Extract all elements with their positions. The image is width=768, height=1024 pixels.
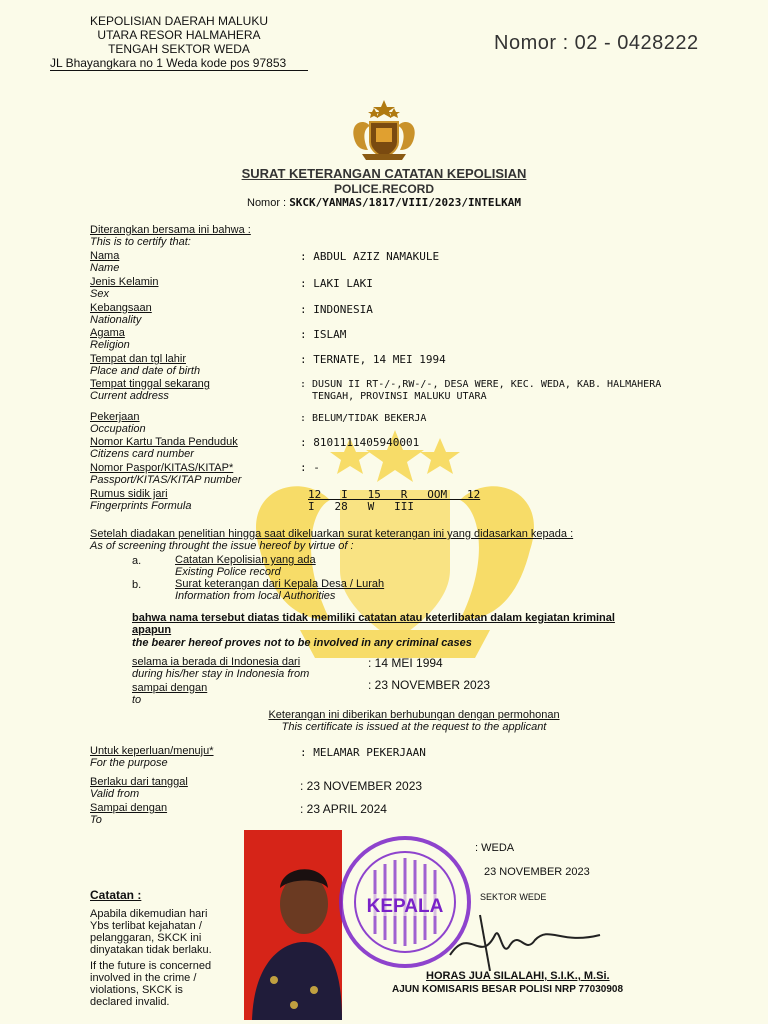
notes-title: Catatan : xyxy=(90,888,142,902)
field-nationality-label xyxy=(90,302,152,326)
field-label-id: Nomor Paspor/KITAS/KITAP* xyxy=(90,462,234,474)
notes-id-1: Apabila dikemudian hari xyxy=(90,908,208,920)
valid-from-value: : 23 NOVEMBER 2023 xyxy=(300,779,423,793)
statement-id-1: bahwa nama tersebut diatas tidak memiliki catatan atau keterlibatan dalam kegiatan kriminal xyxy=(132,612,615,624)
stay-to-en: to xyxy=(132,694,142,706)
field-label-id: Tempat tinggal sekarang xyxy=(90,378,210,390)
field-label-id: Nomor Kartu Tanda Penduduk xyxy=(90,436,238,448)
field-label-id: Tempat dan tgl lahir xyxy=(90,353,186,365)
field-address-value: : DUSUN II RT-/-,RW-/-, DESA WERE, KEC. WEDA, KAB. HALMAHERA xyxy=(300,379,662,390)
signature-icon xyxy=(440,905,610,975)
statement-en: the bearer hereof proves not to be involved in any criminal cases xyxy=(132,637,472,649)
intro-en: This is to certify that: xyxy=(90,236,191,248)
field-label-id: Jenis Kelamin xyxy=(90,276,159,288)
stamp-text: KEPALA xyxy=(366,896,444,917)
notes-body xyxy=(90,908,228,1008)
field-label-id: Pekerjaan xyxy=(90,411,140,423)
field-label-en: Occupation xyxy=(90,423,146,435)
issuer-address: JL Bhayangkara no 1 Weda kode pos 97853 xyxy=(50,56,308,71)
screening-b-id: Surat keterangan dari Kepala Desa / Lurah xyxy=(175,578,385,590)
field-nationality-value: : INDONESIA xyxy=(300,303,373,316)
field-name-label xyxy=(90,250,119,274)
screening-b xyxy=(175,578,384,602)
field-label-id: Rumus sidik jari xyxy=(90,488,168,500)
screening-id: Setelah diadakan penelitian hingga saat dikeluarkan surat keterangan ini yang didasarkan kepada : xyxy=(90,528,574,540)
purpose-id: Untuk keperluan/menuju* xyxy=(90,745,214,757)
notes-en-2: involved in the crime / xyxy=(90,972,197,984)
request-id: Keterangan ini diberikan berhubungan dengan permohonan xyxy=(268,709,560,721)
screening-intro xyxy=(90,528,573,552)
field-label-id: Agama xyxy=(90,327,125,339)
stay-to-id: sampai dengan xyxy=(132,682,208,694)
document-subtitle: POLICE.RECORD xyxy=(333,182,434,196)
stay-from-value: : 14 MEI 1994 xyxy=(368,656,443,670)
field-label-en: Citizens card number xyxy=(90,448,194,460)
signatory-rank: AJUN KOMISARIS BESAR POLISI NRP 77030908 xyxy=(392,984,624,995)
issuer-line-3: TENGAH SEKTOR WEDA xyxy=(108,42,250,56)
screening-a-letter: a. xyxy=(132,555,142,567)
statement-id-2: apapun xyxy=(132,624,172,636)
field-address-value-2: TENGAH, PROVINSI MALUKU UTARA xyxy=(312,391,487,402)
document-number-value: SKCK/YANMAS/1817/VIII/2023/INTELKAM xyxy=(289,196,521,209)
field-fingerprint-label xyxy=(90,488,191,512)
valid-to-en: To xyxy=(90,814,102,826)
police-emblem-icon xyxy=(340,98,428,164)
issuer-line-1: KEPOLISIAN DAERAH MALUKU xyxy=(89,14,269,28)
field-ktp-value: : 8101111405940001 xyxy=(300,436,420,449)
valid-to-value: : 23 APRIL 2024 xyxy=(300,802,387,816)
field-label-en: Religion xyxy=(90,339,130,351)
field-name-value: : ABDUL AZIZ NAMAKULE xyxy=(300,250,440,263)
intro xyxy=(90,224,251,248)
field-address-label xyxy=(90,378,210,402)
document-title: SURAT KETERANGAN CATATAN KEPOLISIAN xyxy=(241,166,527,181)
signatory-name: HORAS JUA SILALAHI, S.I.K., M.Si. xyxy=(426,970,610,982)
field-label-en: Sex xyxy=(90,288,109,300)
valid-from-label xyxy=(90,776,188,800)
field-passport-label xyxy=(90,462,241,486)
purpose-label xyxy=(90,745,214,769)
purpose-value: : MELAMAR PEKERJAAN xyxy=(300,746,426,759)
field-label-en: Passport/KITAS/KITAP number xyxy=(90,474,242,486)
applicant-photo xyxy=(244,830,342,1020)
stay-from-id: selama ia berada di Indonesia dari xyxy=(132,656,301,668)
valid-from-id: Berlaku dari tanggal xyxy=(90,776,188,788)
notes-en-4: declared invalid. xyxy=(90,996,170,1008)
field-label-en: Current address xyxy=(90,390,169,402)
issuer-header xyxy=(50,14,308,71)
screening-a-en: Existing Police record xyxy=(175,566,281,578)
field-label-en: Place and date of birth xyxy=(90,365,201,377)
screening-b-en: Information from local Authorities xyxy=(175,590,336,602)
field-sex-label xyxy=(90,276,158,300)
issued-unit: SEKTOR WEDE xyxy=(480,892,547,902)
field-label-en: Name xyxy=(90,262,120,274)
field-label-en: Nationality xyxy=(90,314,142,326)
field-label-id: Nama xyxy=(90,250,120,262)
valid-to-label xyxy=(90,802,167,826)
stay-to-label xyxy=(132,682,207,706)
serial-number: Nomor : 02 - 0428222 xyxy=(494,32,699,54)
field-religion-label xyxy=(90,327,130,351)
stay-from-label xyxy=(132,656,309,680)
valid-to-id: Sampai dengan xyxy=(90,802,168,814)
field-occupation-value: : BELUM/TIDAK BEKERJA xyxy=(300,413,427,424)
fingerprint-formula-top: 12 I 15 R OOM 12 xyxy=(308,488,481,501)
field-label-id: Kebangsaan xyxy=(90,302,152,314)
issuer-line-2: UTARA RESOR HALMAHERA xyxy=(97,28,261,42)
purpose-en: For the purpose xyxy=(90,757,168,769)
field-sex-value: : LAKI LAKI xyxy=(300,277,373,290)
field-passport-value: : - xyxy=(300,461,320,474)
screening-b-letter: b. xyxy=(132,579,142,591)
valid-from-en: Valid from xyxy=(90,788,140,800)
intro-id: Diterangkan bersama ini bahwa : xyxy=(90,224,251,236)
field-birth-value: : TERNATE, 14 MEI 1994 xyxy=(300,353,446,366)
notes-en-1: If the future is concerned xyxy=(90,960,212,972)
document-number-label: Nomor : xyxy=(247,197,287,209)
field-label-en: Fingerprints Formula xyxy=(90,500,192,512)
request-en: This certificate is issued at the request to the applicant xyxy=(281,721,547,733)
stay-from-en: during his/her stay in Indonesia from xyxy=(132,668,310,680)
notes-id-3: pelanggaran, SKCK ini xyxy=(90,932,202,944)
stay-to-value: : 23 NOVEMBER 2023 xyxy=(368,678,491,692)
field-religion-value: : ISLAM xyxy=(300,328,347,341)
field-birth-label xyxy=(90,353,200,377)
issued-place: : WEDA xyxy=(475,842,515,854)
person-photo-icon xyxy=(244,830,342,1020)
fingerprint-formula-bottom: I 28 W III xyxy=(308,500,414,513)
notes-en-3: violations, SKCK is xyxy=(90,984,183,996)
document-number xyxy=(0,196,768,209)
notes-id-4: dinyatakan tidak berlaku. xyxy=(90,944,212,956)
notes-id-2: Ybs terlibat kejahatan / xyxy=(90,920,202,932)
screening-a xyxy=(175,554,316,578)
screening-a-id: Catatan Kepolisian yang ada xyxy=(175,554,316,566)
screening-en: As of screening throught the issue hereof by virtue of : xyxy=(90,540,354,552)
issued-date: 23 NOVEMBER 2023 xyxy=(484,866,590,878)
field-occupation-label xyxy=(90,411,146,435)
field-ktp-label xyxy=(90,436,238,460)
